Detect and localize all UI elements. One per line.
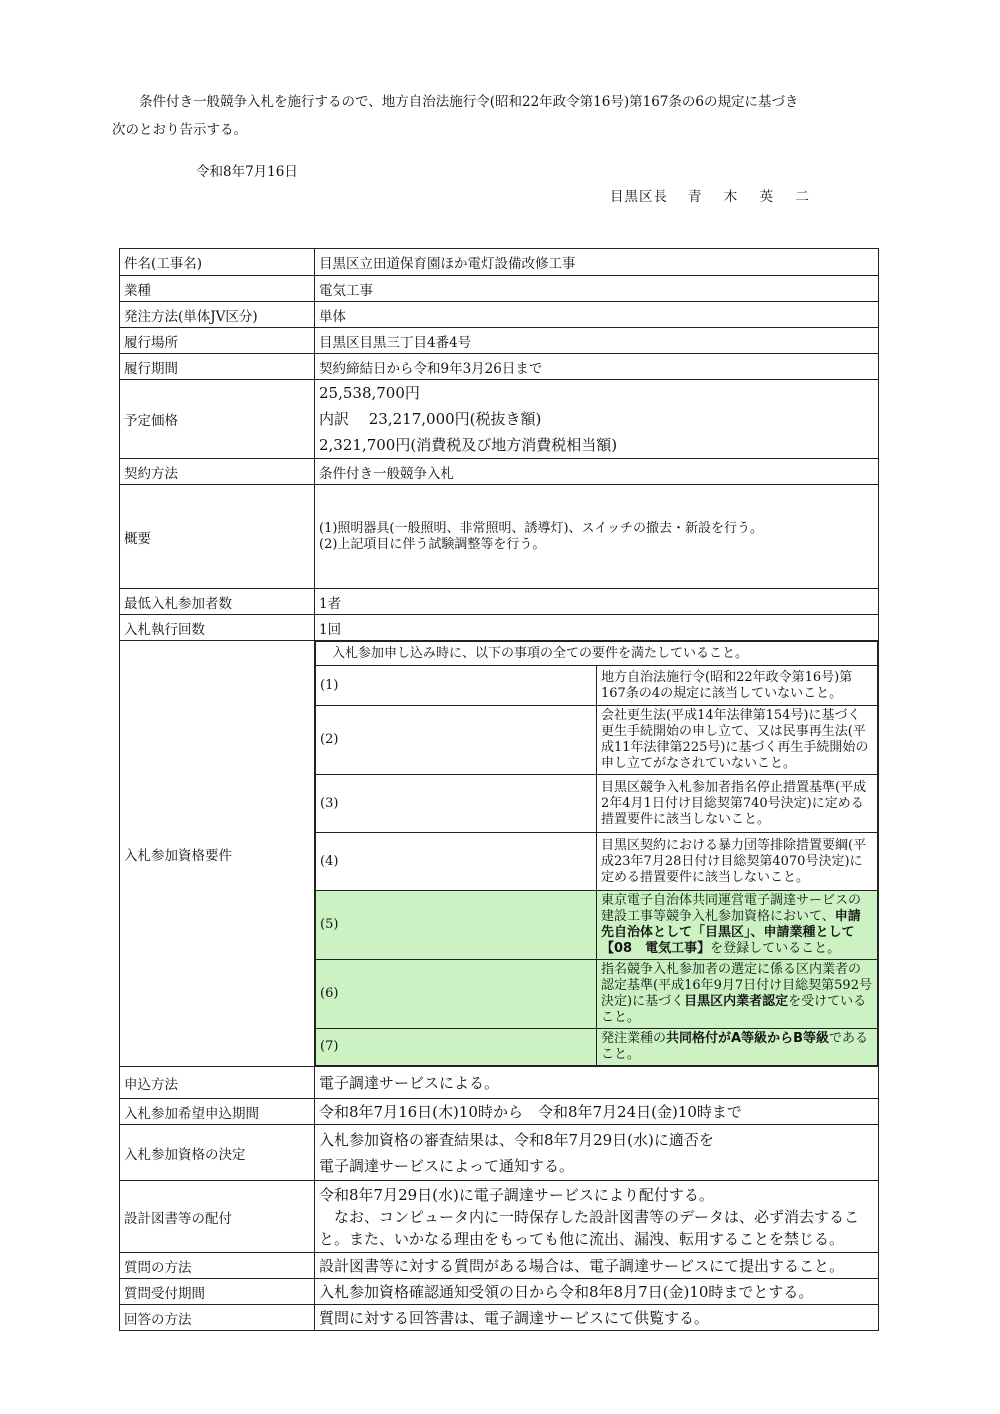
signer-title: 目黒区長 (610, 189, 668, 205)
value-period: 契約締結日から令和9年3月26日まで (315, 354, 879, 380)
requirements-intro: 入札参加申し込み時に、以下の事項の全ての要件を満たしていること。 (316, 642, 878, 666)
requirement-text-post: を登録していること。 (710, 941, 841, 956)
label-decision: 入札参加資格の決定 (120, 1125, 315, 1181)
label-contract: 契約方法 (120, 459, 315, 485)
requirement-text (597, 1029, 878, 1066)
label-apply-method: 申込方法 (120, 1067, 315, 1099)
value-contract: 条件付き一般競争入札 (315, 459, 879, 485)
requirement-text-bold: 目黒区内業者認定 (684, 994, 789, 1009)
requirement-text-pre: 発注業種の (601, 1031, 667, 1046)
requirement-text-bold: 共同格付がA等級からB等級 (666, 1031, 829, 1046)
row-min-bidders (120, 589, 879, 615)
label-apply-period: 入札参加希望申込期間 (120, 1099, 315, 1125)
announcement-intro (112, 88, 882, 144)
requirement-text-pre: 東京電子自治体共同運営電子調達サービスの建設工事等競争入札参加資格において、 (601, 893, 862, 924)
requirement-item-highlighted (316, 891, 878, 960)
requirement-text: 地方自治法施行令(昭和22年政令第16号)第167条の4の規定に該当していないこと。 (597, 666, 878, 706)
value-category: 電気工事 (315, 276, 879, 302)
row-price (120, 380, 879, 459)
row-decision (120, 1125, 879, 1181)
value-rounds: 1回 (315, 615, 879, 641)
requirement-text: 目黒区競争入札参加者指名停止措置基準(平成2年4月1日付け目総契第740号決定)に定める措置要件に該当しないこと。 (597, 775, 878, 833)
row-category (120, 276, 879, 302)
requirement-number: (2) (316, 706, 597, 775)
label-period: 履行期間 (120, 354, 315, 380)
distribution-line-2: なお、コンピュータ内に一時保存した設計図書等のデータは、必ず消去すること。また、いかなる理由をもっても他に流出、漏洩、転用することを禁じる。 (319, 1207, 860, 1248)
requirement-number: (4) (316, 833, 597, 891)
value-summary (315, 485, 879, 589)
requirement-text: 会社更生法(平成14年法律第154号)に基づく更生手続開始の申し立て、又は民事再生法(平成11年法律第225号)に基づく再生手続開始の申し立てがなされていないこと。 (597, 706, 878, 775)
requirements-intro-row (316, 642, 878, 666)
label-location: 履行場所 (120, 328, 315, 354)
row-contract (120, 459, 879, 485)
bid-details-table (119, 248, 879, 1331)
label-question-period: 質問受付期間 (120, 1279, 315, 1305)
value-min-bidders: 1者 (315, 589, 879, 615)
signer (610, 185, 818, 205)
requirement-number: (3) (316, 775, 597, 833)
requirement-text (597, 960, 878, 1029)
value-price (315, 380, 879, 459)
requirement-text-pre: 指名競争入札参加者の選定に係る区内業者の認定基準(平成16年9月7日付け目総契第592号決定)に基づく (601, 962, 872, 1009)
label-distribution: 設計図書等の配付 (120, 1181, 315, 1253)
row-summary (120, 485, 879, 589)
label-price: 予定価格 (120, 380, 315, 459)
label-order-method: 発注方法(単体JV区分) (120, 302, 315, 328)
requirement-number: (7) (316, 1029, 597, 1066)
row-apply-method (120, 1067, 879, 1099)
row-distribution (120, 1181, 879, 1253)
signer-name: 青 木 英 二 (688, 189, 818, 205)
value-name: 目黒区立田道保育園ほか電灯設備改修工事 (315, 249, 879, 276)
row-question-period (120, 1279, 879, 1305)
label-summary: 概要 (120, 485, 315, 589)
requirement-item (316, 666, 878, 706)
price-total: 25,538,700円 (319, 384, 420, 402)
value-requirements (315, 641, 879, 1067)
row-requirements (120, 641, 879, 1067)
row-period (120, 354, 879, 380)
summary-line-2: (2)上記項目に伴う試験調整等を行う。 (319, 536, 546, 552)
value-decision (315, 1125, 879, 1181)
value-apply-method: 電子調達サービスによる。 (315, 1067, 879, 1099)
price-tax: 2,321,700円(消費税及び地方消費税相当額) (319, 436, 618, 454)
requirement-item (316, 775, 878, 833)
distribution-line-1: 令和8年7月29日(水)に電子調達サービスにより配付する。 (319, 1185, 714, 1204)
requirement-text-bold: 申請先自治体として「目黒区」、申請業種として【08 電気工事】 (601, 909, 861, 956)
value-distribution (315, 1181, 879, 1253)
value-question-method: 設計図書等に対する質問がある場合は、電子調達サービスにて提出すること。 (315, 1253, 879, 1279)
label-question-method: 質問の方法 (120, 1253, 315, 1279)
requirement-number: (1) (316, 666, 597, 706)
label-requirements: 入札参加資格要件 (120, 641, 315, 1067)
intro-line-1: 条件付き一般競争入札を施行するので、地方自治法施行令(昭和22年政令第16号)第167条の6の規定に基づき (139, 94, 799, 110)
row-location (120, 328, 879, 354)
label-rounds: 入札執行回数 (120, 615, 315, 641)
label-category: 業種 (120, 276, 315, 302)
value-order-method: 単体 (315, 302, 879, 328)
requirement-number: (5) (316, 891, 597, 960)
price-breakdown: 内訳 23,217,000円(税抜き額) (319, 410, 542, 428)
requirement-text (597, 891, 878, 960)
value-answer-method: 質問に対する回答書は、電子調達サービスにて供覧する。 (315, 1305, 879, 1331)
requirement-item-highlighted (316, 960, 878, 1029)
row-apply-period (120, 1099, 879, 1125)
requirement-text: 目黒区契約における暴力団等排除措置要綱(平成23年7月28日付け目総契第4070号決定)に定める措置要件に該当しないこと。 (597, 833, 878, 891)
summary-line-1: (1)照明器具(一般照明、非常照明、誘導灯)、スイッチの撤去・新設を行う。 (319, 520, 764, 536)
requirement-item (316, 833, 878, 891)
value-apply-period: 令和8年7月16日(木)10時から 令和8年7月24日(金)10時まで (315, 1099, 879, 1125)
requirement-text-post: を受けていること。 (601, 994, 867, 1025)
announcement-date: 令和8年7月16日 (196, 164, 298, 180)
label-answer-method: 回答の方法 (120, 1305, 315, 1331)
requirement-item (316, 706, 878, 775)
row-answer-method (120, 1305, 879, 1331)
row-name (120, 249, 879, 276)
intro-line-2: 次のとおり告示する。 (112, 122, 247, 138)
row-question-method (120, 1253, 879, 1279)
requirement-number: (6) (316, 960, 597, 1029)
label-min-bidders: 最低入札参加者数 (120, 589, 315, 615)
requirement-text-post: であること。 (601, 1031, 869, 1062)
value-location: 目黒区目黒三丁目4番4号 (315, 328, 879, 354)
label-name: 件名(工事名) (120, 249, 315, 276)
decision-line-2: 電子調達サービスによって通知する。 (319, 1156, 575, 1175)
requirement-item-highlighted (316, 1029, 878, 1066)
decision-line-1: 入札参加資格の審査結果は、令和8年7月29日(水)に適否を (319, 1130, 714, 1149)
row-rounds (120, 615, 879, 641)
value-question-period: 入札参加資格確認通知受領の日から令和8年8月7日(金)10時までとする。 (315, 1279, 879, 1305)
row-order-method (120, 302, 879, 328)
requirements-table (315, 641, 878, 1066)
